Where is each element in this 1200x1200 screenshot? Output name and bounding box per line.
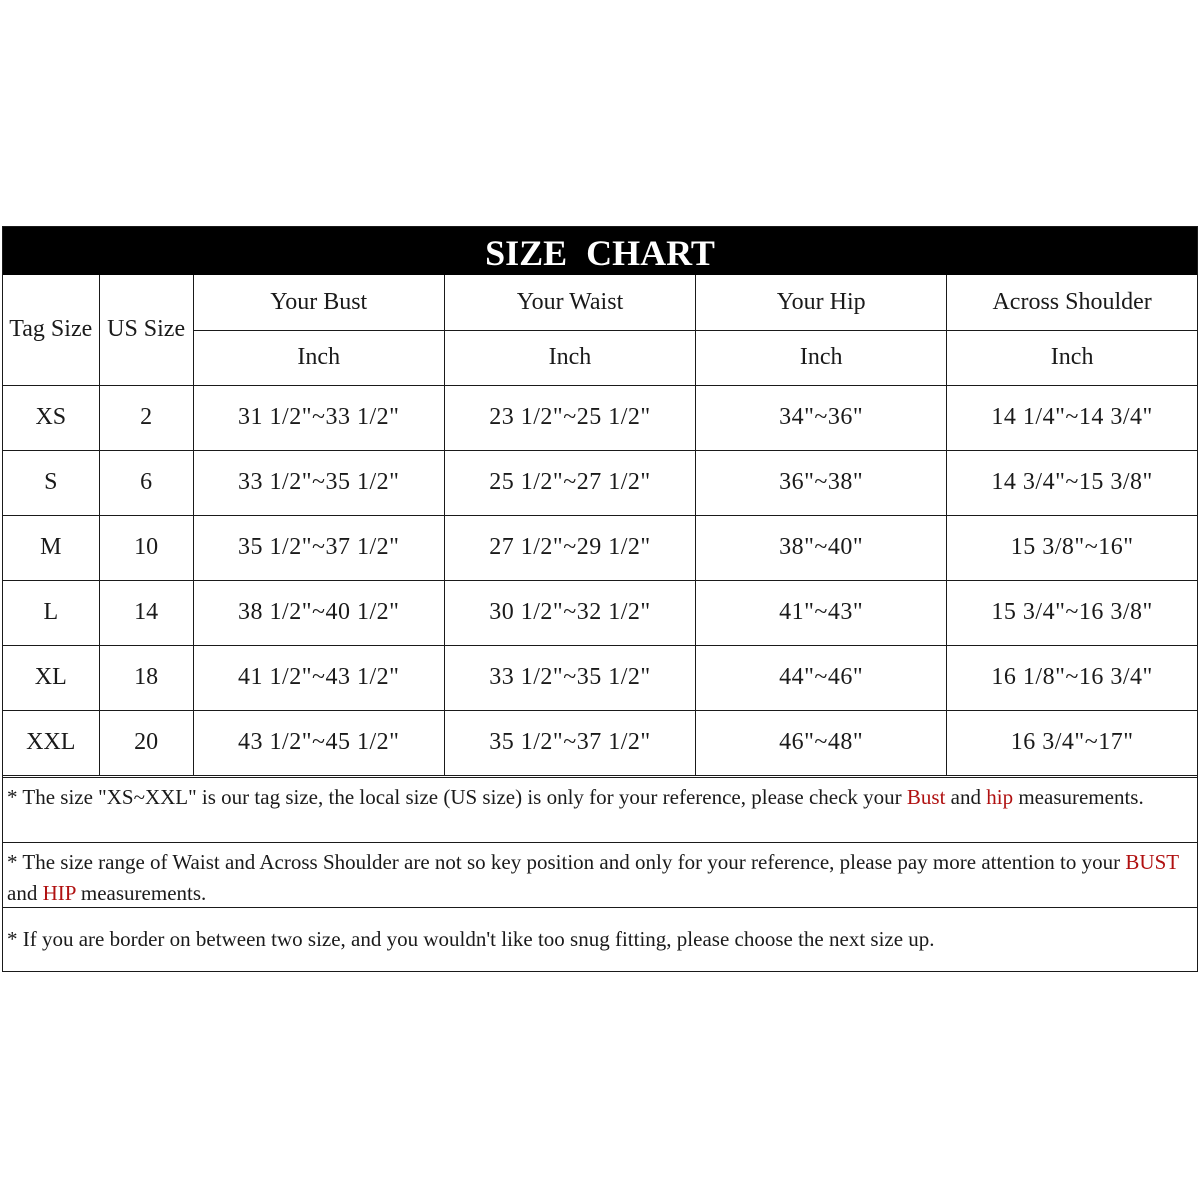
table-row xyxy=(3,450,1197,515)
hip-cell: 41"~43" xyxy=(696,580,947,645)
note-text: and xyxy=(7,881,43,905)
bust-cell: 43 1/2"~45 1/2" xyxy=(193,710,444,775)
bust-cell: 41 1/2"~43 1/2" xyxy=(193,645,444,710)
note-highlight-bust: Bust xyxy=(906,785,946,809)
size-chart xyxy=(2,226,1198,972)
tag-size-cell: XS xyxy=(3,385,99,450)
note-tag-size xyxy=(3,777,1197,842)
note-text: * The size range of Waist and Across Shoulder are not so key position and only for your reference, please pay more attention to your xyxy=(7,850,1126,874)
us-size-cell: 10 xyxy=(99,515,193,580)
waist-cell: 35 1/2"~37 1/2" xyxy=(444,710,695,775)
table-row xyxy=(3,515,1197,580)
shoulder-cell: 16 1/8"~16 3/4" xyxy=(947,645,1197,710)
waist-cell: 30 1/2"~32 1/2" xyxy=(444,580,695,645)
us-size-cell: 20 xyxy=(99,710,193,775)
tag-size-cell: XL xyxy=(3,645,99,710)
waist-cell: 27 1/2"~29 1/2" xyxy=(444,515,695,580)
header-hip: Your Hip xyxy=(696,275,947,330)
us-size-cell: 14 xyxy=(99,580,193,645)
hip-cell: 44"~46" xyxy=(696,645,947,710)
notes-section xyxy=(3,777,1197,972)
bust-cell: 35 1/2"~37 1/2" xyxy=(193,515,444,580)
us-size-cell: 6 xyxy=(99,450,193,515)
header-shoulder: Across Shoulder xyxy=(947,275,1197,330)
shoulder-cell: 14 1/4"~14 3/4" xyxy=(947,385,1197,450)
unit-waist: Inch xyxy=(444,330,695,385)
header-row xyxy=(3,275,1197,330)
waist-cell: 23 1/2"~25 1/2" xyxy=(444,385,695,450)
bust-cell: 31 1/2"~33 1/2" xyxy=(193,385,444,450)
shoulder-cell: 14 3/4"~15 3/8" xyxy=(947,450,1197,515)
header-us-size: US Size xyxy=(99,275,193,385)
bust-cell: 33 1/2"~35 1/2" xyxy=(193,450,444,515)
us-size-cell: 2 xyxy=(99,385,193,450)
shoulder-cell: 15 3/8"~16" xyxy=(947,515,1197,580)
note-text: measurements. xyxy=(75,881,207,905)
note-text: measurements. xyxy=(1013,785,1144,809)
table-row xyxy=(3,580,1197,645)
table-row xyxy=(3,385,1197,450)
hip-cell: 36"~38" xyxy=(696,450,947,515)
waist-cell: 33 1/2"~35 1/2" xyxy=(444,645,695,710)
waist-cell: 25 1/2"~27 1/2" xyxy=(444,450,695,515)
note-size-up: * If you are border on between two size, and you wouldn't like too snug fitting, please choose the next size up. xyxy=(3,907,1197,972)
note-highlight-bust: BUST xyxy=(1125,850,1179,874)
shoulder-cell: 16 3/4"~17" xyxy=(947,710,1197,775)
shoulder-cell: 15 3/4"~16 3/8" xyxy=(947,580,1197,645)
tag-size-cell: XXL xyxy=(3,710,99,775)
note-highlight-hip: HIP xyxy=(42,881,76,905)
note-highlight-hip: hip xyxy=(986,785,1014,809)
tag-size-cell: S xyxy=(3,450,99,515)
note-text: * The size "XS~XXL" is our tag size, the local size (US size) is only for your reference, please check your xyxy=(7,785,907,809)
tag-size-cell: M xyxy=(3,515,99,580)
bust-cell: 38 1/2"~40 1/2" xyxy=(193,580,444,645)
hip-cell: 38"~40" xyxy=(696,515,947,580)
note-waist-shoulder xyxy=(3,842,1197,907)
unit-shoulder: Inch xyxy=(947,330,1197,385)
header-tag-size: Tag Size xyxy=(3,275,99,385)
unit-hip: Inch xyxy=(696,330,947,385)
header-waist: Your Waist xyxy=(444,275,695,330)
note-text: and xyxy=(945,785,987,809)
header-bust: Your Bust xyxy=(193,275,444,330)
table-row xyxy=(3,710,1197,775)
hip-cell: 34"~36" xyxy=(696,385,947,450)
table-row xyxy=(3,645,1197,710)
us-size-cell: 18 xyxy=(99,645,193,710)
tag-size-cell: L xyxy=(3,580,99,645)
size-chart-title: SIZE CHART xyxy=(3,227,1197,275)
size-table xyxy=(3,275,1197,776)
hip-cell: 46"~48" xyxy=(696,710,947,775)
unit-bust: Inch xyxy=(193,330,444,385)
